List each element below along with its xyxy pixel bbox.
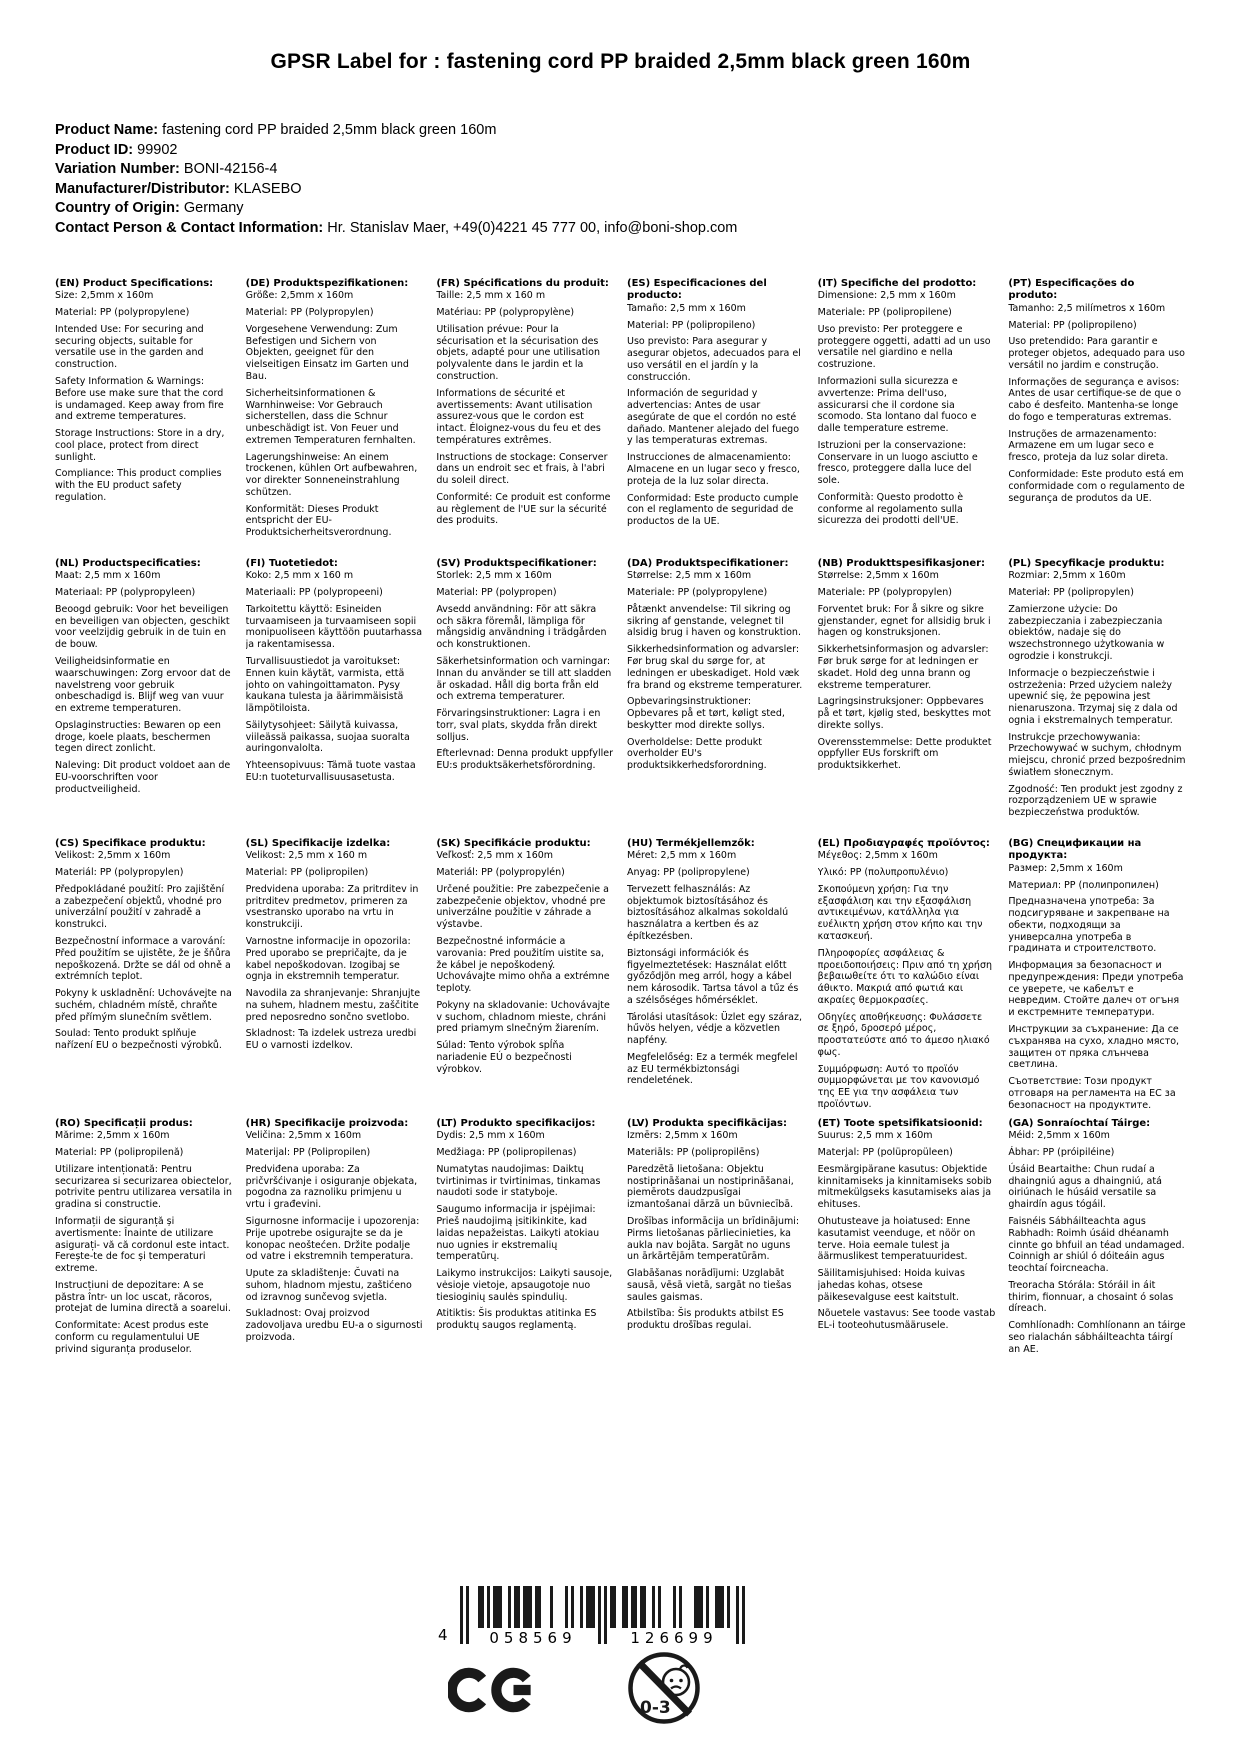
spec-paragraph: Atbilstība: Šis produkts atbilst ES produktu drošības regulai. [627,1308,784,1332]
product-info-line [55,121,737,141]
spec-paragraph: Säilytysohjeet: Säilytä kuivassa, viileässä paikassa, suojaa suoralta auringonvalolta. [245,719,410,755]
spec-paragraph: Material: PP (Polypropylen) [245,307,374,319]
spec-header: (HR) Specifikacije proizvoda: [245,1118,409,1129]
spec-paragraph: Treoracha Stórála: Stóráil in áit thirim, fionnuar, a chosaint ó solas díreach. [1008,1279,1174,1315]
spec-paragraph: Materiál: PP (polypropylen) [55,867,184,879]
spec-block-pl [1008,558,1186,838]
spec-paragraph: Úsáid Beartaithe: Chun rudaí a dhaingniú agus a dhaingniú, atá oiriúnach le húsáid versatile sa ghairdín agus tógáil. [1008,1163,1162,1211]
barcode-left-digits: 058569 [489,1629,577,1647]
spec-paragraph: Overholdelse: Dette produkt overholder EU's produktsikkerhedsforordning. [627,736,767,772]
spec-paragraph: Bezpečnostné informácie a varovania: Pred použitím uistite sa, že kábel je nepoškodený. Uchovávajte mimo ohňa a extrémne teploty. [436,935,610,995]
spec-paragraph: Συμμόρφωση: Αυτό το προϊόν συμμορφώνεται με τον κανονισμό της ΕΕ για την ασφάλεια των προϊόντων. [817,1063,980,1110]
info-field-label: Manufacturer/Distributor: [55,180,234,197]
spec-paragraph: Materiāls: PP (polipropilēns) [627,1147,760,1159]
spec-header: (NL) Productspecificaties: [55,558,201,569]
spec-paragraph: Istruzioni per la conservazione: Conservare in un luogo asciutto e fresco, proteggere dalla luce del sole. [817,439,978,487]
spec-paragraph: Sikkerhetsinformasjon og advarsler: Før bruk sørge for at ledningen er skadet. Hold deg unna brann og ekstreme temperaturer. [817,644,989,691]
spec-paragraph: Materiale: PP (polipropilene) [817,307,952,319]
spec-header: (IT) Specifiche del prodotto: [817,278,977,289]
spec-paragraph: Storage Instructions: Store in a dry, cool place, protect from direct sunlight. [55,428,225,463]
spec-header: (SK) Špecifikácie produktu: [436,838,591,849]
spec-paragraph: Určené použitie: Pre zabezpečenie a zabezpečenie objektov, vhodné pre univerzálne použitie v záhrade a výstavbe. [436,883,609,931]
spec-paragraph: Съответствие: Този продукт отговаря на регламента на ЕС за безопасност на продуктите. [1008,1076,1176,1111]
spec-block-sv [436,558,614,838]
spec-paragraph: Avsedd användning: För att säkra och säkra föremål, lämpliga för mångsidig användning i trädgården och konstruktionen. [436,603,607,651]
spec-header: (GA) Sonraíochtaí Táirge: [1008,1118,1151,1129]
barcode [438,1586,750,1650]
spec-header: (RO) Specificații produs: [55,1118,193,1129]
spec-paragraph: Size: 2,5mm x 160m [55,290,154,302]
spec-paragraph: Biztonsági információk és figyelmeztetések: Használat előtt győződjön meg arról, hogy a kábel nem károsodik. Tartsa távol a tűz és a szélsőséges hőmérséklet. [627,947,799,1006]
spec-block-de [246,278,424,558]
spec-paragraph: Efterlevnad: Denna produkt uppfyller EU:s produktsäkerhetsförordning. [436,748,613,772]
spec-paragraph: Информация за безопасност и предупреждения: Преди употреба се уверете, че кабелът е невредим. Стойте далеч от огъня и екстремните температури. [1008,960,1184,1019]
spec-block-ro [55,1118,233,1398]
spec-paragraph: Материал: PP (полипропилен) [1008,879,1159,891]
spec-paragraph: Méret: 2,5 mm x 160m [627,850,737,862]
page-title: GPSR Label for : fastening cord PP braided 2,5mm black green 160m [270,50,971,73]
spec-paragraph: Instruções de armazenamento: Armazene em um lugar seco e fresco, proteja da luz solar direta. [1008,428,1169,464]
spec-paragraph: Ohutusteave ja hoiatused: Enne kasutamist veenduge, et nöör on terve. Hoia eemale tulest ja äärmuslikest temperatuuridest. [817,1215,976,1263]
spec-block-en [55,278,233,558]
spec-header: (NB) Produkttspesifikasjoner: [817,558,986,569]
spec-paragraph: Uso pretendido: Para garantir e proteger objetos, adequado para uso versátil no jardim e construção. [1008,336,1185,371]
spec-block-da [627,558,805,838]
spec-block-it [818,278,996,558]
spec-paragraph: Säilitamisjuhised: Hoida kuivas jahedas kohas, otsese päikesevalguse eest kaitstult. [817,1268,965,1303]
spec-paragraph: Tamanho: 2,5 milímetros x 160m [1008,302,1166,314]
spec-header: (DA) Produktspecifikationer: [627,558,789,569]
spec-block-sl [246,838,424,1118]
spec-paragraph: Laikymo instrukcijos: Laikyti sausoje, vėsioje vietoje, apsaugotoje nuo tiesioginių saulės spindulių. [436,1268,613,1303]
info-field-label: Contact Person & Contact Information: [55,219,328,236]
product-info [55,121,737,238]
spec-paragraph: Intended Use: For securing and securing objects, suitable for versatile use in the garden and construction. [55,323,204,371]
spec-paragraph: Инструкции за съхранение: Да се съхранява на сухо, хладно място, защитен от пряка слънчева светлина. [1008,1023,1180,1071]
ce-mark-icon [448,1660,540,1720]
spec-header: (EN) Product Specifications: [55,278,214,289]
info-field-value: fastening cord PP braided 2,5mm black green 160m [162,122,497,138]
spec-paragraph: Uso previsto: Para asegurar y asegurar objetos, adecuados para el uso versátil en el jardín y la construcción. [627,336,801,383]
spec-paragraph: Saugumo informacija ir įspėjimai: Prieš naudojimą įsitikinkite, kad laidas nepažeistas. Laikyti atokiau nuo ugnies ir ekstremalių temperatūrų. [436,1204,600,1263]
product-info-line [55,180,737,200]
info-field-value: 99902 [137,141,178,158]
spec-paragraph: Beoogd gebruik: Voor het beveiligen en beveiligen van objecten, geschikt voor veelzijdig gebruik in de tuin en de bouw. [55,603,230,651]
spec-paragraph: Instrucțiuni de depozitare: A se păstra într- un loc uscat, răcoros, protejat de lumina directă a soarelui. [55,1279,231,1315]
spec-block-cs [55,838,233,1118]
product-info-line [55,219,737,239]
spec-paragraph: Atitiktis: Šis produktas atitinka ES produktų saugos reglamentą. [436,1308,597,1332]
spec-paragraph: Instrucciones de almacenamiento: Almacene en un lugar seco y fresco, proteja de la luz solar directa. [627,452,800,487]
spec-paragraph: Soulad: Tento produkt splňuje nařízení EU o bezpečnosti výrobků. [55,1028,222,1052]
spec-header: (FI) Tuotetiedot: [245,558,338,569]
spec-paragraph: Faisnéis Sábháilteachta agus Rabhadh: Roimh úsáid dhéanamh cinnte go bhfuil an téad undamaged. Coinnigh ar shiúl ó dóiteáin agus teochtaí foircneacha. [1008,1215,1185,1275]
spec-paragraph: Utilizare intenționată: Pentru securizarea si securizarea obiectelor, potrivite pentru utilizarea versatila in gradina si constructie. [55,1163,233,1211]
spec-block-lt [436,1118,614,1398]
spec-block-bg [1008,838,1186,1118]
spec-header: (LT) Produkto specifikacijos: [436,1118,596,1129]
spec-block-pt [1008,278,1186,558]
spec-paragraph: Material: PP (polipropilen) [245,867,369,879]
spec-paragraph: Pokyny na skladovanie: Uchovávajte v suchom, chladnom mieste, chráni pred priamym slnečným žiarením. [436,999,610,1035]
spec-paragraph: Material: PP (polipropileno) [627,319,756,331]
spec-paragraph: Maat: 2,5 mm x 160m [55,570,161,582]
spec-paragraph: Πληροφορίες ασφάλειας & προειδοποιήσεις: Πριν από τη χρήση βεβαιωθείτε ότι το καλώδιο είναι άθικτο. Μακριά από φωτιά και ακραίες θερμοκρασίες. [817,947,992,1006]
info-field-label: Product ID: [55,141,138,158]
spec-paragraph: Materiál: PP (polypropylén) [436,867,565,879]
spec-paragraph: Sikkerhedsinformation og advarsler: Før brug skal du sørge for, at ledningen er ubeskadiget. Hold væk fra brand og ekstreme temperaturer. [627,644,803,691]
spec-paragraph: Sigurnosne informacije i upozorenja: Prije upotrebe osigurajte se da je konopac neoštećen. Držite podalje od vatre i ekstremnih temperatura. [245,1215,420,1263]
info-field-label: Variation Number: [55,161,184,177]
spec-paragraph: Upute za skladištenje: Čuvati na suhom, hladnom mjestu, zaštićeno od izravnog sunčevog svjetla. [245,1268,412,1303]
product-info-line [55,160,737,180]
spec-header: (PL) Specyfikacje produktu: [1008,558,1165,569]
spec-header: (HU) Termékjellemzők: [627,838,755,849]
spec-paragraph: Dydis: 2,5 mm x 160m [436,1130,545,1142]
spec-paragraph: Velikost: 2,5mm x 160m [55,850,171,862]
spec-paragraph: Turvallisuustiedot ja varoitukset: Ennen kuin käytät, varmista, että johto on vahingoittamaton. Pysy kaukana tulesta ja äärimmäisistä lämpötiloista. [245,655,405,715]
spec-paragraph: Medžiaga: PP (polipropilenas) [436,1147,577,1159]
spec-paragraph: Sukladnost: Ovaj proizvod zadovoljava uredbu EU-a o sigurnosti proizvoda. [245,1308,423,1343]
info-field-value: KLASEBO [233,180,302,197]
spec-paragraph: Materiał: PP (polipropylen) [1008,587,1134,599]
spec-paragraph: Sicherheitsinformationen & Warnhinweise: Vor Gebrauch sicherstellen, dass die Schnur unbeschädigt ist. Von Feuer und extremen Temperaturen fernhalten. [245,387,416,446]
spec-paragraph: Размер: 2,5mm x 160m [1008,862,1123,874]
spec-paragraph: Nõuetele vastavus: See toode vastab EL-i tooteohutusmäärusele. [817,1308,996,1332]
spec-paragraph: Storlek: 2,5 mm x 160m [436,570,552,582]
spec-paragraph: Informations de sécurité et avertissements: Avant utilisation assurez-vous que le cordon est intact. Éloignez-vous du feu et des températures extrêmes. [436,387,601,446]
spec-paragraph: Material: PP (polypropylene) [55,307,190,319]
spec-paragraph: Conformidade: Este produto está em conformidade com o regulamento de segurança de produtos da UE. [1008,468,1185,504]
spec-block-es [627,278,805,558]
spec-paragraph: Anyag: PP (polipropylene) [627,867,750,879]
spec-paragraph: Tarkoitettu käyttö: Esineiden turvaamiseen ja turvaamiseen sopii monipuoliseen käyttöön puutarhassa ja rakentamisessa. [245,603,423,651]
spec-paragraph: Größe: 2,5mm x 160m [245,290,354,302]
spec-paragraph: Materjal: PP (polüpropüleen) [817,1147,953,1159]
spec-paragraph: Materijal: PP (Polipropilen) [245,1147,371,1159]
spec-paragraph: Eesmärgipärane kasutus: Objektide kinnitamiseks ja kinnitamiseks sobib mitmekülgseks kasutamiseks aias ja ehituses. [817,1163,992,1211]
spec-block-nl [55,558,233,838]
spec-paragraph: Compliance: This product complies with the EU product safety regulation. [55,468,222,503]
spec-paragraph: Overensstemmelse: Dette produktet oppfyller EUs forskrift om produktsikkerhet. [817,736,992,772]
spec-header: (EL) Προδιαγραφές προϊόντος: [817,838,990,849]
product-info-line [55,199,737,219]
spec-paragraph: Påtænkt anvendelse: Til sikring og sikring af genstande, velegnet til alsidig brug i haven og konstruktion. [627,603,801,639]
spec-paragraph: Zamierzone użycie: Do zabezpieczania i zabezpieczania obiektów, nadaje się do wszechstronnego użytkowania w ogrodzie i konstrukcji. [1008,603,1165,662]
spec-paragraph: Instrukcje przechowywania: Przechowywać w suchym, chłodnym miejscu, chronić przed bezpośrednim światłem słonecznym. [1008,731,1186,778]
spec-paragraph: Material: PP (polypropen) [436,587,557,599]
spec-paragraph: Material: PP (polipropilenă) [55,1147,184,1159]
spec-paragraph: Skladnost: Ta izdelek ustreza uredbi EU o varnosti izdelkov. [245,1028,417,1052]
spec-paragraph: Forventet bruk: For å sikre og sikre gjenstander, egnet for allsidig bruk i hagen og konstruksjonen. [817,603,991,639]
spec-block-nb [818,558,996,838]
spec-paragraph: Navodila za shranjevanje: Shranjujte na suhem, hladnem mestu, zaščitite pred neposredno sončno svetlobo. [245,988,421,1023]
barcode-right-digits: 126699 [630,1629,718,1647]
spec-paragraph: Ábhar: PP (próipiléine) [1008,1147,1115,1159]
spec-header: (LV) Produkta specifikācijas: [627,1118,787,1129]
spec-header: (BG) Спецификации на продукта: [1008,838,1142,862]
barcode-leading-digit: 4 [438,1626,448,1644]
info-field-label: Product Name: [55,122,163,138]
info-field-value: Hr. Stanislav Maer, +49(0)4221 45 777 00, info@boni-shop.com [327,219,738,236]
spec-paragraph: Izmērs: 2,5mm x 160m [627,1130,738,1142]
spec-paragraph: Méid: 2,5mm x 160m [1008,1130,1110,1142]
spec-paragraph: Informazioni sulla sicurezza e avvertenze: Prima dell'uso, assicurarsi che il cordone sia scomodo. Sta lontano dal fuoco e dalle temperature estreme. [817,375,977,435]
spec-paragraph: Conformidad: Este producto cumple con el reglamento de seguridad de productos de la UE. [627,492,799,528]
spec-paragraph: Mărime: 2,5mm x 160m [55,1130,170,1142]
spec-paragraph: Utilisation prévue: Pour la sécurisation et la sécurisation des objets, adapté pour une utilisation polyvalente dans le jardin et la construction. [436,323,600,382]
spec-paragraph: Zgodność: Ten produkt jest zgodny z rozporządzeniem UE w sprawie bezpieczeństwa produktów. [1008,783,1183,819]
spec-header: (ET) Toote spetsifikatsioonid: [817,1118,983,1129]
info-field-value: BONI-42156-4 [183,161,278,177]
spec-paragraph: Yhteensopivuus: Tämä tuote vastaa EU:n tuoteturvallisuusasetusta. [245,760,416,783]
spec-paragraph: Materiale: PP (polypropylene) [627,587,768,599]
spec-paragraph: Rozmiar: 2,5mm x 160m [1008,570,1126,582]
spec-paragraph: Naleving: Dit product voldoet aan de EU-voorschriften voor productveiligheid. [55,760,231,795]
spec-paragraph: Varnostne informacije in opozorila: Pred uporabo se prepričajte, da je kabel nepoškodovan. Izogibaj se ognja in ekstremnih temperatur. [245,935,411,983]
spec-block-hr [246,1118,424,1398]
spec-paragraph: Velikost: 2,5 mm x 160 m [245,850,368,862]
spec-block-el [818,838,996,1118]
spec-paragraph: Lagerungshinweise: An einem trockenen, kühlen Ort aufbewahren, vor direkter Sonneneinstrahlung schützen. [245,451,418,498]
spec-paragraph: Safety Information & Warnings: Before use make sure that the cord is undamaged. Keep away from fire and extreme temperatures. [55,375,224,423]
spec-header: (DE) Produktspezifikationen: [245,278,409,289]
spec-paragraph: Σκοπούμενη χρήση: Για την εξασφάλιση και την εξασφάλιση αντικειμένων, κατάλληλα για ευέλικτη χρήση στον κήπο και την κατασκευή. [817,883,983,942]
spec-paragraph: Předpokládané použití: Pro zajištění a zabezpečení objektů, vhodné pro univerzální použití v zahradě a konstrukci. [55,883,225,931]
spec-paragraph: Paredzētā lietošana: Objektu nostiprināšanai un nostiprināšanai, piemērots daudzpusīgai izmantošanai dārzā un būvniecībā. [627,1163,794,1211]
spec-paragraph: Tervezett felhasználás: Az objektumok biztosításához és biztosításához alkalmas sokoldalú használatra a kertben és az építkezésben. [627,883,789,942]
spec-header: (SV) Produktspecifikationer: [436,558,597,569]
spec-block-fr [436,278,614,558]
spec-paragraph: Dimensione: 2,5 mm x 160m [817,290,956,302]
info-field-value: Germany [183,200,244,216]
spec-paragraph: Säkerhetsinformation och varningar: Innan du använder se till att sladden är oskadad. Håll dig borta från eld och extrema temperaturer. [436,655,612,703]
spec-paragraph: Súlad: Tento výrobok spĺňa nariadenie EÚ o bezpečnosti výrobkov. [436,1040,572,1075]
spec-paragraph: Informacje o bezpieczeństwie i ostrzeżenia: Przed użyciem należy upewnić się, że pępowina jest nienaruszona. Trzymaj się z dala od ognia i ekstremalnych temperatur. [1008,667,1178,726]
spec-paragraph: Υλικό: PP (πολυπροπυλένιο) [817,867,949,879]
spec-paragraph: Taille: 2,5 mm x 160 m [436,290,546,302]
spec-paragraph: Instructions de stockage: Conserver dans un endroit sec et frais, à l'abri du soleil direct. [436,451,608,487]
spec-paragraph: Koko: 2,5 mm x 160 m [245,570,354,582]
spec-paragraph: Tárolási utasítások: Üzlet egy száraz, hűvös helyen, védje a közvetlen napfény. [627,1011,802,1047]
spec-paragraph: Opbevaringsinstruktioner: Opbevares på et tørt, køligt sted, beskytter mod direkte sollys. [627,696,785,731]
spec-paragraph: Pokyny k uskladnění: Uchovávejte na suchém, chladném místě, chraňte před přímým slunečním světlem. [55,988,232,1023]
spec-header: (FR) Spécifications du produit: [436,278,609,289]
spec-paragraph: Predvidena uporaba: Za pritrditev in pritrditev predmetov, primeren za vsestransko uporabo na vrtu in konstrukciji. [245,883,419,931]
spec-paragraph: Størrelse: 2,5 mm x 160m [627,570,752,582]
spec-block-fi [246,558,424,838]
spec-header: (PT) Especificações do produto: [1008,278,1135,302]
spec-paragraph: Konformität: Dieses Produkt entspricht der EU-Produktsicherheitsverordnung. [245,503,392,539]
spec-paragraph: Predviđena uporaba: Za pričvršćivanje i osiguranje objekata, pogodna za raznoliku primjenu u vrtu i građevini. [245,1163,418,1211]
spec-paragraph: Vorgesehene Verwendung: Zum Befestigen und Sichern von Objekten, geeignet für den vielseitigen Einsatz im Garten und Bau. [245,323,409,382]
spec-paragraph: Предназначена употреба: За подсигуряване и закрепване на обекти, подходящи за универсална употреба в градината и строителството. [1008,896,1170,955]
spec-paragraph: Informații de siguranță și avertismente: Înainte de utilizare asigurați- vă că cordonul este intact. Ferește-te de foc și temperaturi extreme. [55,1215,230,1275]
spec-paragraph: Οδηγίες αποθήκευσης: Φυλάσσετε σε ξηρό, δροσερό μέρος, προστατεύστε από το άμεσο ηλιακό φως. [817,1011,990,1058]
age-warning-0-3-icon [626,1650,702,1726]
spec-header: (CS) Specifikace produktu: [55,838,206,849]
spec-block-lv [627,1118,805,1398]
product-info-line [55,141,737,161]
age-warning-label: 0-3 [640,1698,671,1718]
spec-paragraph: Conformité: Ce produit est conforme au règlement de l'UE sur la sécurité des produits. [436,491,611,527]
spec-paragraph: Matériau: PP (polypropylène) [436,307,575,319]
spec-paragraph: Información de seguridad y advertencias: Antes de usar asegúrate de que el cordón no esté dañado. Mantener alejado del fuego y las temperaturas extremas. [627,388,800,447]
language-specs-grid [55,278,1186,1398]
spec-paragraph: Drošības informācija un brīdinājumi: Pirms lietošanas pārliecinieties, ka aukla nav bojāta. Sargāt no uguns un ārkārtējām temperatūrām. [627,1215,800,1263]
spec-paragraph: Μέγεθος: 2,5mm x 160m [817,850,938,862]
spec-block-ga [1008,1118,1186,1398]
spec-paragraph: Megfelelőség: Ez a termék megfelel az EU termékbiztonsági rendeletének. [627,1051,798,1087]
spec-paragraph: Størrelse: 2,5mm x 160m [817,570,939,582]
spec-block-hu [627,838,805,1118]
spec-paragraph: Bezpečnostní informace a varování: Před použitím se ujistěte, že je šňůra nepoškozená. Držte se dál od ohně a extrémních teplot. [55,935,231,983]
spec-paragraph: Opslaginstructies: Bewaren op een droge, koele plaats, beschermen tegen direct zonlicht. [55,719,221,755]
spec-header: (ES) Especificaciones del producto: [627,278,767,302]
spec-paragraph: Materiaali: PP (polypropeeni) [245,587,383,599]
spec-paragraph: Materiaal: PP (polypropyleen) [55,587,196,599]
spec-paragraph: Tamaño: 2,5 mm x 160m [627,302,746,314]
spec-paragraph: Material: PP (polipropileno) [1008,319,1137,331]
spec-paragraph: Suurus: 2,5 mm x 160m [817,1130,933,1142]
spec-paragraph: Numatytas naudojimas: Daiktų tvirtinimas ir tvirtinimas, tinkamas naudoti sode ir statyboje. [436,1163,601,1199]
spec-paragraph: Conformitate: Acest produs este conform cu regulamentului UE privind siguranța produselor. [55,1320,209,1355]
spec-header: (SL) Specifikacije izdelka: [245,838,391,849]
spec-paragraph: Conformità: Questo prodotto è conforme al regolamento sulla sicurezza dei prodotti dell'UE. [817,491,964,527]
spec-block-et [818,1118,996,1398]
info-field-label: Country of Origin: [55,200,184,216]
spec-paragraph: Materiale: PP (polypropylen) [817,587,953,599]
spec-paragraph: Uso previsto: Per proteggere e proteggere oggetti, adatti ad un uso versatile nel giardino e nella costruzione. [817,323,991,371]
spec-paragraph: Veiligheidsinformatie en waarschuwingen: Zorg ervoor dat de navelstreng voor gebruik onbeschadigd is. Blijf weg van vuur en extreme temperaturen. [55,655,231,715]
spec-paragraph: Förvaringsinstruktioner: Lagra i en torr, sval plats, skydda från direkt solljus. [436,708,601,743]
spec-paragraph: Comhlíonadh: Comhlíonann an táirge seo rialachán sábháilteachta táirgí an AE. [1008,1320,1186,1355]
spec-block-sk [436,838,614,1118]
spec-paragraph: Glabāšanas norādījumi: Uzglabāt sausā, vēsā vietā, sargāt no tiešas saules gaismas. [627,1268,792,1303]
spec-paragraph: Veľkosť: 2,5 mm x 160m [436,850,554,862]
spec-paragraph: Lagringsinstruksjoner: Oppbevares på et tørt, kjølig sted, beskyttes mot direkte sollys. [817,696,991,731]
spec-paragraph: Informações de segurança e avisos: Antes de usar certifique-se de que o cabo é desfeito. Mantenha-se longe do fogo e temperaturas extremas. [1008,376,1182,423]
spec-paragraph: Veličina: 2,5mm x 160m [245,1130,362,1142]
